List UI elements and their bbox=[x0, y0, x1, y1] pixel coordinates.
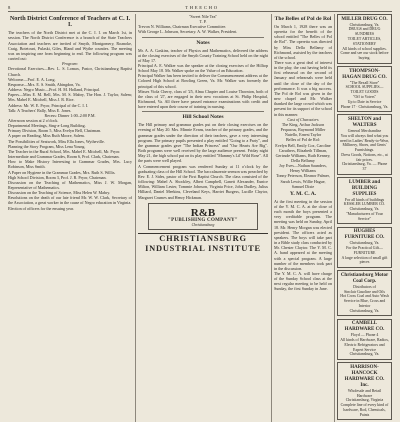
ad-line: General Merchandise bbox=[347, 128, 382, 133]
ad-line: Phone 17 · Christiansburg, Va. bbox=[340, 104, 389, 109]
ad-line: Complete line of every kind of hardware, Rod, Chemicals, Paints bbox=[340, 403, 389, 417]
ad-title: HUGHES FURNITURE CO. bbox=[344, 229, 385, 241]
afternoon-item: Discussion on the Teaching of Science, Miss Helen W. Mabry. bbox=[8, 190, 111, 196]
ad-line: Dress Goods, Notions, etc., at fair prices. bbox=[341, 152, 388, 162]
ad-lumber bbox=[337, 177, 392, 224]
cast-item: Pequacus, Raymond Miller bbox=[280, 127, 326, 133]
quote-body: Trevon N. Williams, Chairman Executive Committee. bbox=[138, 24, 227, 30]
ad-line: Christiansburg, Va. bbox=[349, 241, 380, 246]
ad-line: For all kinds of buildings bbox=[344, 197, 385, 202]
running-head bbox=[8, 4, 392, 12]
ymca-paragraph: At the first meeting in the session of the Y. M. C. A. at the close of each month the boys presented a very creditable program. The meeting was held on Sunday, April 18. Mr. Henry Morgan was elected president. The officers acted as speakers. The boys will take part in a Bible study class conducted by Mr. Chester Claytor. The Y. M. C. A. band appeared at the meeting with a special program. A large number of the members took part in the discussion. bbox=[274, 198, 332, 271]
note-paragraph: Principal Walker has been invited to deliver the Commencement address at the Colored High School at Bowling Green, Va. Mr. Walker was formerly the principal of this school. bbox=[138, 73, 268, 89]
article-heading-conference: North District Conference of Teachers at C. I. I. bbox=[9, 15, 131, 29]
ad-line: Wholesale and Retail bbox=[347, 388, 382, 393]
afternoon-item: Afternoon session at 2 o'clock. bbox=[8, 117, 59, 123]
belles-intro: On March 1, 1928 there was an operetta for the benefit of the school entitled "The Belles of Pol de Rol". The operetta was directed by Miss Della Bellamy of Richmond, assisted by the teachers of the school. bbox=[274, 23, 332, 60]
ad-title: Christiansburg Motor Coal Corp. bbox=[340, 272, 389, 284]
ad-line: KESSLER LUMBER CO. bbox=[343, 202, 386, 207]
article-heading-belles: The Belles of Pol de Rol bbox=[274, 16, 332, 22]
afternoon-list bbox=[8, 118, 132, 211]
publisher-logo bbox=[148, 203, 258, 230]
column-1 bbox=[8, 14, 132, 422]
ad-title: CAMBELL HARDWARE CO. bbox=[344, 321, 385, 333]
ad-miller-drug bbox=[337, 14, 392, 64]
ad-shelton-walters bbox=[337, 114, 392, 174]
ad-line: SCHOOL SUPPLIES—TOILET GOODS bbox=[345, 85, 384, 95]
ad-title: MILLER DRUG CO. bbox=[341, 16, 388, 22]
afternoon-item: High School Division, Room 3, Prof. J. R. Pryor, Chairman. bbox=[8, 174, 107, 180]
ad-line: You will always find what you need in Ladies' Ready-to-Wear, Millinery, Shoes, and Gents' Furnishings. bbox=[340, 133, 389, 153]
note-paragraph: Misses Viola Cherry, class of '25, Alma Chapter and Louise Thornton, both of the class of '27, are engaged in their new vocations at St. Philip Hospital, Richmond, Va. All three have passed entrance examinations with credit and have entered upon their course of training in nursing. bbox=[138, 88, 268, 110]
ad-cambell-hardware bbox=[337, 319, 392, 360]
note-paragraph: Mr. A. A. Gaskins, teacher of Physics and Mathematics, delivered the address at the closing exercises of the Smyth County Training School held on the night of May 17. bbox=[138, 47, 268, 63]
afternoon-item: Intermediate and Grammar Grades, Room 6, Prof. Clark, Chairman. bbox=[8, 154, 120, 160]
columns bbox=[8, 14, 392, 417]
hill-paragraph: The Hill primary and grammar grades put on their closing exercises on the evening of May 20. Mrs. Minnie Evans, teacher of the primary grades, and the grammar grades under the direction of their teachers, gave a very interesting program. The primary pupils presented a play entitled "Going to a Party", and the grammar grades gave "The Indian Princess" and "Our Hearts Are Big". Both programs were well received by the large audience present. Friday night May 21, the high school put on its play entitled "Mammy's Lil' Wild Rose". All the parts were well played. bbox=[138, 122, 268, 164]
publisher-monogram-icon bbox=[186, 206, 220, 218]
divider bbox=[142, 37, 264, 38]
program-item: Response—Mrs. E. S. Smith, Abingdon, Va. bbox=[8, 81, 81, 87]
ad-line: Christiansburg, Va. bbox=[349, 22, 380, 27]
ad-title: HARRISON-HANCOCK HARDWARE CO. Inc. bbox=[344, 364, 385, 388]
ad-line: A large selection of small gift pieces bbox=[341, 255, 388, 265]
ad-line: Christiansburg, Va. bbox=[349, 207, 380, 212]
ad-line: Hardware bbox=[356, 393, 373, 398]
program-item: Welcome—Prof. E. A. Long. bbox=[8, 76, 56, 82]
afternoon-item: Primary Division, Room 5, Miss Evelyn Bell, Chairman. bbox=[8, 128, 102, 134]
ad-line: Floyd — Phone 4 bbox=[350, 333, 379, 338]
masthead-title: T H E E C H O bbox=[185, 5, 218, 10]
afternoon-item: Discussion on the Teaching of Mathematics, Miss J. W. Morgan, Representative of Mathematics. bbox=[8, 179, 132, 190]
ad-title: LUMBER and BUILDING SUPPLIES bbox=[348, 179, 381, 197]
ad-hughes-furniture bbox=[337, 227, 392, 268]
column-3-left bbox=[274, 14, 332, 422]
article-heading-notes: Notes bbox=[196, 39, 210, 46]
divider bbox=[142, 111, 264, 112]
program-item: Talk: A Teachers' Rally, Miss E. Jones. bbox=[8, 107, 72, 113]
program-item: Papers—Miss E. M. Bell, Mrs. M. S. Mabry, The Hon. J. Taylor, Salem; Mrs. Mabel E. Mitchell, Miss J. R. Rice. bbox=[8, 92, 132, 103]
ad-line: All kinds of Hardware, Radios, Electric Refrigerators and Expert Service bbox=[340, 337, 389, 352]
note-paragraph: Principal A. E. Walker was the speaker at the closing exercises of the Hilltop School May 18. Mr. Walker spoke on the Value of an Education. bbox=[138, 63, 268, 74]
cast-label: Cast of Characters bbox=[287, 116, 319, 122]
program-item: Devotional Exercises—Rev. L. S. Lomax, Pastor, Christiansburg Baptist Church. bbox=[8, 66, 132, 77]
ymca-paragraph: The Y. M. C. A. will have charge of the Sunday School class at the next regular meeting to be held on Sunday, the first Sunday in June. bbox=[274, 271, 332, 292]
hill-paragraph: A Commencement program was rendered Sunday at 11 o'clock by the graduating class of the Hill School. The baccalaureate sermon was preached by Rev. E. J. Sides, pastor of the First Baptist Church. The class consisted of the following: Mabel A. Shockley, Albert Campbell, Ganett Alexander, Eunice Milton, William Lester, Tommie Johnson, Virginia Price, John Dudley, Julius Hilliard, Daniel Meekins, Cleveland Keys, Harriet Burgess, Lucille Claytor, Margaret Crumes and Henry Hickman. bbox=[138, 163, 268, 200]
program-label: Program: bbox=[62, 61, 78, 67]
ad-line: Christiansburg, Virginia bbox=[345, 398, 384, 403]
afternoon-item: Departmental Meetings, Sing-a-Long Building. bbox=[8, 123, 86, 129]
logo-name: "PUBLISHING COMPANY" bbox=[168, 217, 238, 223]
logo-monogram-text: R&B bbox=[190, 206, 216, 219]
afternoon-item: A paper on Reading, Miss Ruth Moore, Salem. bbox=[8, 133, 85, 139]
ad-line: Come and see our stock before buying. bbox=[340, 51, 389, 61]
ad-line: DRUGS and DRUG SUNDRIES bbox=[348, 27, 381, 37]
afternoon-item: How to Make History Interesting to Grammar Grades, Mrs. Lucy Robinson, Miss Smith. bbox=[8, 159, 132, 170]
ad-thompson-hagan bbox=[337, 66, 392, 112]
ad-line: For the Practical Gift— bbox=[346, 246, 383, 251]
article-heading-ymca: Y. M. C. A. bbox=[289, 190, 317, 197]
quote-body: With George L. Johnson, Secretary. A. W. Walker, President. bbox=[138, 29, 238, 35]
ad-line: All kinds of school supplies. bbox=[342, 46, 387, 51]
afternoon-item: Resolutions on the death of our late friend Mr. W. W. Clark, Secretary of the Association, a great worker in the cause of Negro education in Virginia. bbox=[8, 195, 132, 206]
ad-line: Sinclair Gasoline and Oils bbox=[344, 289, 385, 294]
column-3 bbox=[271, 14, 392, 422]
ad-line: TOILET ARTICLES, STATIONERY bbox=[347, 36, 382, 46]
afternoon-item: The Possibilities of Seatwork, Miss Ella Jones, Wytheville. bbox=[8, 138, 105, 144]
ad-line: Christiansburg, Va. — Phone 37 bbox=[341, 162, 388, 172]
advertisements bbox=[334, 14, 392, 422]
ad-line: Christiansburg, Va. bbox=[349, 352, 380, 357]
cast-item: The King, Arthur Jackson bbox=[281, 121, 325, 127]
ad-line: "Manufacturers of Your Service" bbox=[346, 212, 383, 221]
quote-line: "Sweet Nile Tea" bbox=[188, 14, 218, 19]
recess-line: Recess: Dinner 1:00–2:00 P.M. bbox=[44, 112, 96, 118]
program-list bbox=[8, 66, 132, 112]
ad-title: SHELTON and WALTERS bbox=[348, 116, 381, 128]
logo-sub: Christiansburg bbox=[191, 222, 215, 227]
ad-title: THOMPSON-HAGAN DRUG CO. bbox=[342, 68, 387, 80]
cast-item: Belles of Pol de Rol: bbox=[285, 137, 321, 143]
program-item: Address: Negro Music—Prof. H. M. Holland, Principal. bbox=[8, 87, 100, 93]
ad-line: "The Rexall Store" bbox=[349, 80, 380, 85]
program-item: Address: Mr. W. E. Pryor, Principal of the C. I. I. bbox=[8, 102, 89, 108]
ad-line: FURNITURE bbox=[353, 250, 376, 255]
ad-motor-coal bbox=[337, 270, 392, 316]
ad-line: Distributors of bbox=[353, 284, 376, 289]
quote-credit: T. P. bbox=[199, 19, 207, 25]
page-number: 8 bbox=[8, 5, 11, 10]
cast-item: Joy Eves—Nathan Saunders, Henry Williams bbox=[279, 163, 327, 174]
afternoon-item: Election of officers for the ensuing year. bbox=[8, 205, 74, 211]
cast-item: Nutello, Ernest Taylor bbox=[284, 132, 322, 138]
afternoon-item: A Paper on Hygiene in the Grammar Grades, Mrs. Ruth S. Willis. bbox=[8, 169, 116, 175]
ad-line: "Off to Voters" bbox=[352, 94, 377, 99]
cast-item: Evelyn Bell, Emily Cox, Caroline Caruthers, Elizabeth Tillman, Gertrude Williams, Ruth Kenney, Della Bellamy bbox=[275, 142, 331, 163]
afternoon-item: Planning the Story Program, Miss Lena Young. bbox=[8, 143, 86, 149]
article-heading-hill-school: Hill School Notes bbox=[182, 114, 224, 121]
ad-line: Christiansburg, Va. bbox=[349, 308, 380, 313]
ad-harrison-hancock bbox=[337, 362, 392, 420]
ad-line: Up to Date in Service bbox=[347, 99, 382, 104]
afternoon-item: The Teacher in the Rural School, Mrs. Mabel E. Mitchell, Mr. Pryor. bbox=[8, 148, 121, 154]
institute-banner: CHRISTIANSBURG INDUSTRIAL INSTITUTE bbox=[138, 233, 268, 254]
article-intro: The teachers of the North District met at the C. I. I. on March 1st, in session. The North District Conference is a branch of the State Teachers Association and teachers are invited of Smyth, Montgomery, Roanoke, Craig, Botetourt, Pulaski, Giles, Bland and Wythe counties. The meeting was an inspiring one from beginning to end. The following program was carried out: bbox=[8, 30, 132, 62]
belles-body: There was a great deal of interest in the play, the cast having held its first rehearsal on the second of January and rehearsals were held until the close of the day of the performance. It was a big success. The Pol de Rol was given in the new chapel and Mr. Walker thanked the large crowd which was present for its support of the school in this manner. bbox=[274, 60, 332, 117]
cast-item: Tonny Peterson, Eleanor Palmer, Sarah Lewis, Willie Hague, Samuel Dixie bbox=[276, 173, 330, 189]
ad-line: Hot Cross Coal and Auto Wash Service in Blue, Cross and Interior bbox=[340, 294, 389, 308]
column-2 bbox=[135, 14, 268, 422]
